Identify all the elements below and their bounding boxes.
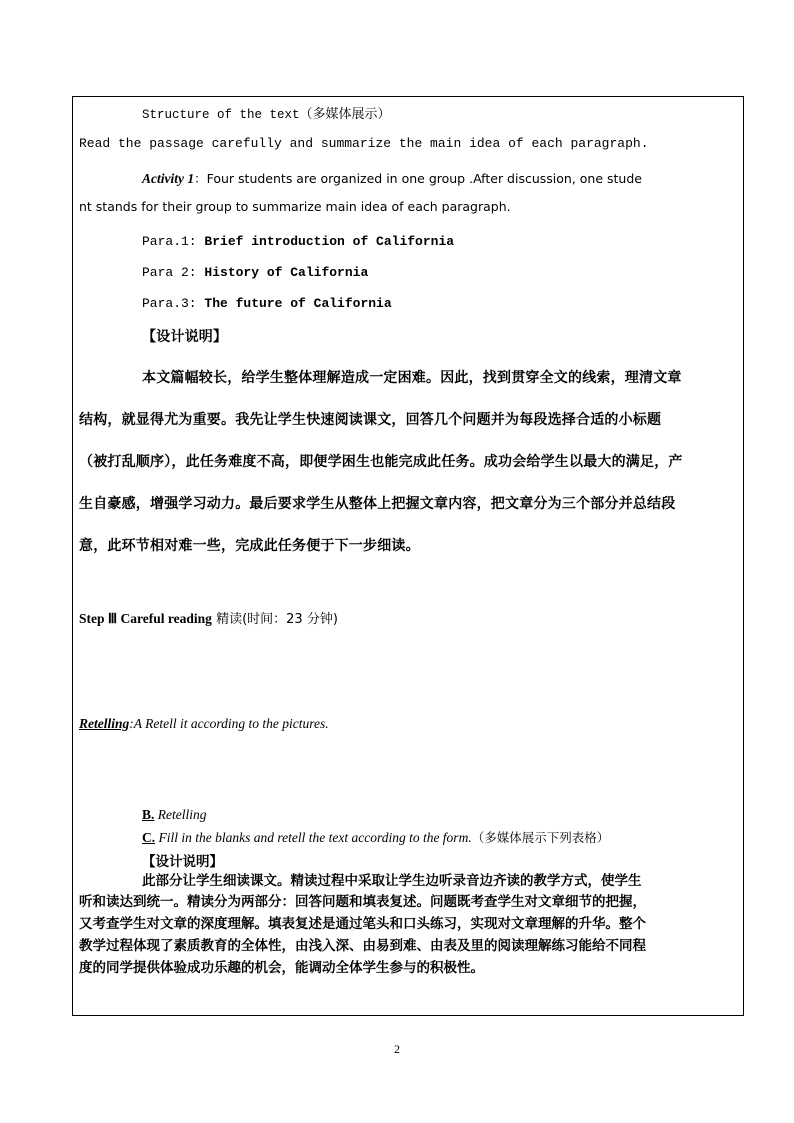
- step-heading: [79, 608, 338, 627]
- step-label: Step Ⅲ Careful reading: [79, 611, 212, 626]
- para-label: Para 2:: [142, 265, 205, 280]
- subitem-c-note: （多媒体展示下列表格）: [471, 830, 610, 845]
- para-item: [142, 230, 454, 249]
- step-note: 精读(时间：23 分钟): [211, 612, 338, 627]
- structure-note: （多媒体展示）: [299, 107, 391, 122]
- structure-label: Structure of the text: [142, 108, 300, 122]
- instruction-text: Read the passage carefully and summarize the main idea of each paragraph.: [79, 136, 649, 151]
- para-label: Para.3:: [142, 296, 205, 311]
- design-note-line: 教学过程体现了素质教育的全体性，由浅入深、由易到难、由表及里的阅读理解练习能给不同程: [79, 938, 646, 954]
- design-note-heading: 【设计说明】: [142, 329, 228, 345]
- activity-label: Activity 1: [142, 171, 195, 186]
- design-note-line: （被打乱顺序），此任务难度不高，即便学困生也能完成此任务。成功会给学生以最大的满足，产: [79, 454, 683, 470]
- design-note-line: 结构，就显得尤为重要。我先让学生快速阅读课文，回答几个问题并为每段选择合适的小标题: [79, 412, 662, 428]
- activity-text-2: nt stands for their group to summarize main idea of each paragraph.: [79, 199, 511, 214]
- structure-heading: [142, 103, 391, 122]
- design-note-line: 此部分让学生细读课文。精读过程中采取让学生边听录音边齐读的教学方式，使学生: [142, 873, 642, 889]
- activity-text-1: ：Four students are organized in one group .After discussion, one stude: [194, 171, 642, 186]
- design-note-line: 又考查学生对文章的深度理解。填表复述是通过笔头和口头练习，实现对文章理解的升华。整个: [79, 916, 646, 932]
- para-title: Brief introduction of California: [204, 234, 455, 249]
- subitem-b-text: Retelling: [154, 807, 207, 822]
- para-title: History of California: [204, 265, 369, 280]
- subitem-c-text: Fill in the blanks and retell the text according to the form.: [155, 830, 472, 845]
- retelling-line: [79, 713, 329, 732]
- subitem-c: [142, 827, 609, 846]
- subitem-b-letter: B.: [142, 807, 155, 822]
- para-item: [142, 261, 368, 280]
- page-number: 2: [394, 1042, 400, 1056]
- design-note-line: 度的同学提供体验成功乐趣的机会，能调动全体学生参与的积极性。: [79, 960, 484, 976]
- design-note-line: 生自豪感，增强学习动力。最后要求学生从整体上把握文章内容，把文章分为三个部分并总结段: [79, 496, 676, 512]
- subitem-c-letter: C.: [142, 830, 156, 845]
- design-note-heading: 【设计说明】: [142, 854, 223, 870]
- para-item: [142, 292, 392, 311]
- para-label: Para.1:: [142, 234, 205, 249]
- design-note-line: 听和读达到统一。精读分为两部分：回答问题和填表复述。问题既考查学生对文章细节的把握，: [79, 894, 646, 910]
- design-note-line: 意，此环节相对难一些，完成此任务便于下一步细读。: [79, 538, 420, 554]
- retelling-text: :A Retell it according to the pictures.: [129, 716, 329, 731]
- activity-line-1: [142, 168, 642, 187]
- design-note-line: 本文篇幅较长，给学生整体理解造成一定困难。因此，找到贯穿全文的线索，理清文章: [142, 370, 682, 386]
- subitem-b: [142, 804, 207, 823]
- para-title: The future of California: [204, 296, 392, 311]
- retelling-label: Retelling: [79, 716, 130, 731]
